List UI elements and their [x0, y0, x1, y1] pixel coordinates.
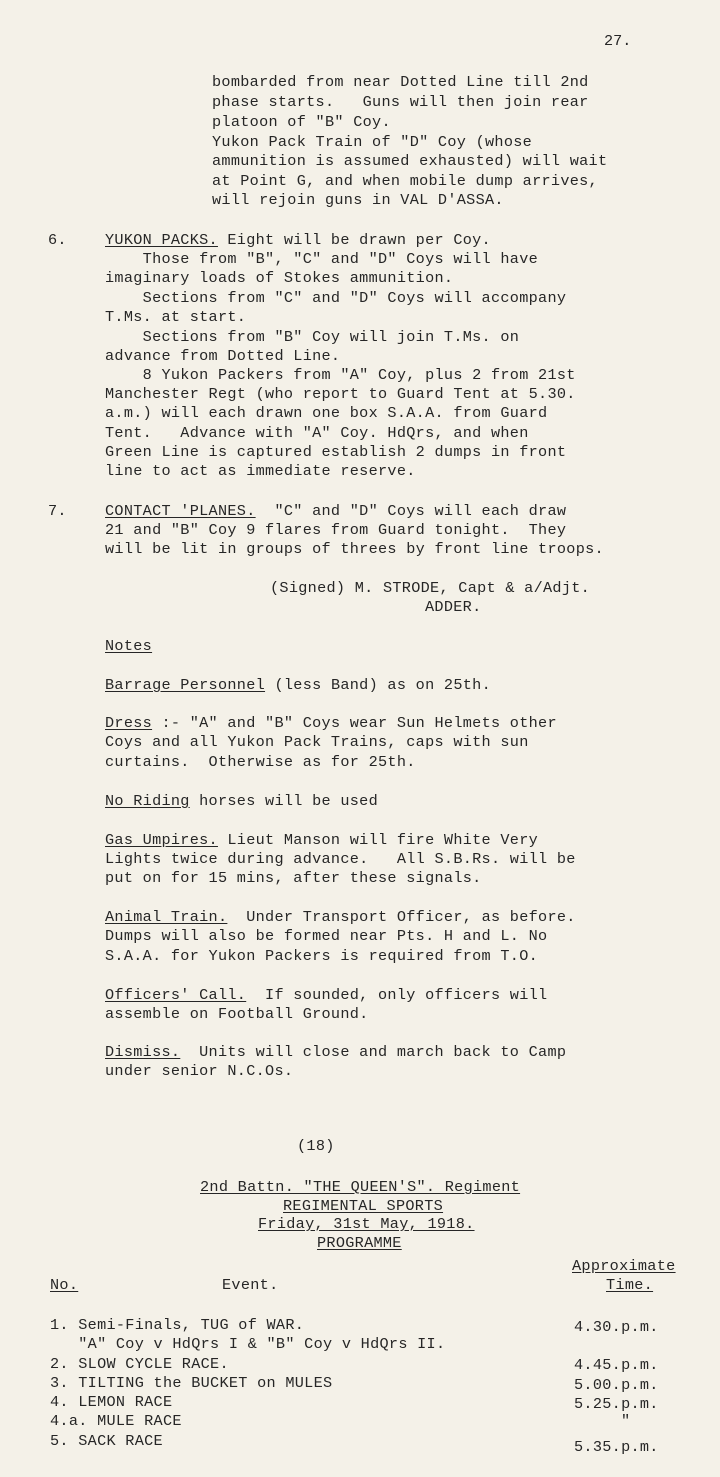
note-dismiss — [105, 1043, 566, 1063]
note-line: Lights twice during advance. All S.B.Rs. will be — [105, 850, 576, 868]
note-text: :- "A" and "B" Coys wear Sun Helmets other — [152, 714, 557, 732]
section-number: (18) — [297, 1137, 335, 1155]
intro-line: will rejoin guns in VAL D'ASSA. — [212, 191, 504, 209]
note-heading: Dismiss. — [105, 1043, 181, 1061]
para6-line: advance from Dotted Line. — [105, 347, 341, 365]
note-line: curtains. Otherwise as for 25th. — [105, 753, 416, 771]
para6-line: Green Line is captured establish 2 dumps in front — [105, 443, 567, 461]
note-heading: Officers' Call. — [105, 986, 247, 1004]
programme-date: Friday, 31st May, 1918. — [258, 1215, 475, 1233]
intro-line: at Point G, and when mobile dump arrives, — [212, 172, 598, 190]
note-dress — [105, 714, 557, 734]
note-line: S.A.A. for Yukon Packers is required from T.O. — [105, 947, 539, 965]
note-line: put on for 15 mins, after these signals. — [105, 869, 482, 887]
para7-line: will be lit in groups of threes by front line troops. — [105, 540, 604, 558]
programme-subtitle: REGIMENTAL SPORTS — [283, 1197, 444, 1215]
para6-line: Sections from "B" Coy will join T.Ms. on — [105, 328, 520, 346]
note-text: (less Band) as on 25th. — [265, 676, 491, 694]
para6-line: Manchester Regt (who report to Guard Tent at 5.30. — [105, 385, 576, 403]
programme-time: 5.00.p.m. — [574, 1376, 659, 1394]
note-riding — [105, 792, 378, 812]
note-line: Dumps will also be formed near Pts. H and L. No — [105, 927, 548, 945]
note-text: Units will close and march back to Camp — [180, 1043, 567, 1061]
note-line: assemble on Football Ground. — [105, 1005, 369, 1023]
programme-time: 5.35.p.m. — [574, 1438, 659, 1456]
para6-line: Sections from "C" and "D" Coys will accompany — [105, 289, 567, 307]
para7-heading: CONTACT 'PLANES. — [105, 502, 256, 520]
para6-line: Those from "B", "C" and "D" Coys will have — [105, 250, 539, 268]
intro-line: bombarded from near Dotted Line till 2nd — [212, 73, 589, 91]
programme-row: 5. SACK RACE — [50, 1432, 163, 1450]
programme-row: 2. SLOW CYCLE RACE. — [50, 1355, 229, 1373]
note-line: Coys and all Yukon Pack Trains, caps with sun — [105, 733, 529, 751]
note-heading: Barrage Personnel — [105, 676, 266, 694]
para6-line: a.m.) will each drawn one box S.A.A. from Guard — [105, 404, 548, 422]
note-gas — [105, 831, 538, 851]
programme-row: 4.a. MULE RACE — [50, 1412, 182, 1430]
para7-first-line — [105, 502, 566, 522]
note-text: If sounded, only officers will — [246, 986, 548, 1004]
signature-line: (Signed) M. STRODE, Capt & a/Adjt. — [270, 579, 591, 597]
para6-line: imaginary loads of Stokes ammunition. — [105, 269, 454, 287]
para6-heading: YUKON PACKS. — [105, 231, 218, 249]
programme-row: "A" Coy v HdQrs I & "B" Coy v HdQrs II. — [50, 1335, 446, 1353]
paragraph-number: 7. — [48, 502, 67, 520]
note-line: under senior N.C.Os. — [105, 1062, 294, 1080]
programme-time: " — [621, 1412, 631, 1430]
programme-row: 4. LEMON RACE — [50, 1393, 173, 1411]
intro-line: phase starts. Guns will then join rear — [212, 93, 589, 111]
note-heading: Gas Umpires. — [105, 831, 218, 849]
page-number: 27. — [604, 32, 632, 50]
programme-row: 3. TILTING the BUCKET on MULES — [50, 1374, 333, 1392]
note-heading: Dress — [105, 714, 153, 732]
note-barrage — [105, 676, 491, 696]
note-text: Under Transport Officer, as before. — [227, 908, 576, 926]
para7-line: 21 and "B" Coy 9 flares from Guard tonight. They — [105, 521, 567, 539]
signature-name: ADDER. — [425, 598, 482, 616]
paragraph-number: 6. — [48, 231, 67, 249]
para7-first-text: "C" and "D" Coys will each draw — [255, 502, 567, 520]
para6-line: T.Ms. at start. — [105, 308, 247, 326]
programme-time: 4.30.p.m. — [574, 1318, 659, 1336]
column-header-time: Approximate — [572, 1257, 676, 1275]
para6-line: Tent. Advance with "A" Coy. HdQrs, and when — [105, 424, 529, 442]
intro-line: ammunition is assumed exhausted) will wait — [212, 152, 608, 170]
programme-row: 1. Semi-Finals, TUG of WAR. — [50, 1316, 305, 1334]
intro-line: Yukon Pack Train of "D" Coy (whose — [212, 133, 533, 151]
note-heading: No Riding — [105, 792, 190, 810]
notes-title: Notes — [105, 637, 153, 655]
column-header-event: Event. — [222, 1276, 279, 1294]
note-heading: Animal Train. — [105, 908, 228, 926]
column-header-no: No. — [50, 1276, 79, 1294]
programme-time: 4.45.p.m. — [574, 1356, 659, 1374]
para6-line: 8 Yukon Packers from "A" Coy, plus 2 from 21st — [105, 366, 576, 384]
programme-heading: PROGRAMME — [317, 1234, 402, 1252]
programme-title: 2nd Battn. "THE QUEEN'S". Regiment — [200, 1178, 521, 1196]
para6-first-line — [105, 231, 491, 251]
programme-time: 5.25.p.m. — [574, 1395, 659, 1413]
note-animal — [105, 908, 576, 928]
column-header-time-2: Time. — [606, 1276, 654, 1294]
para6-line: line to act as immediate reserve. — [105, 462, 416, 480]
note-officers — [105, 986, 547, 1006]
note-text: Lieut Manson will fire White Very — [217, 831, 539, 849]
note-text: horses will be used — [189, 792, 379, 810]
intro-line: platoon of "B" Coy. — [212, 113, 391, 131]
para6-first-text: Eight will be drawn per Coy. — [217, 231, 491, 249]
